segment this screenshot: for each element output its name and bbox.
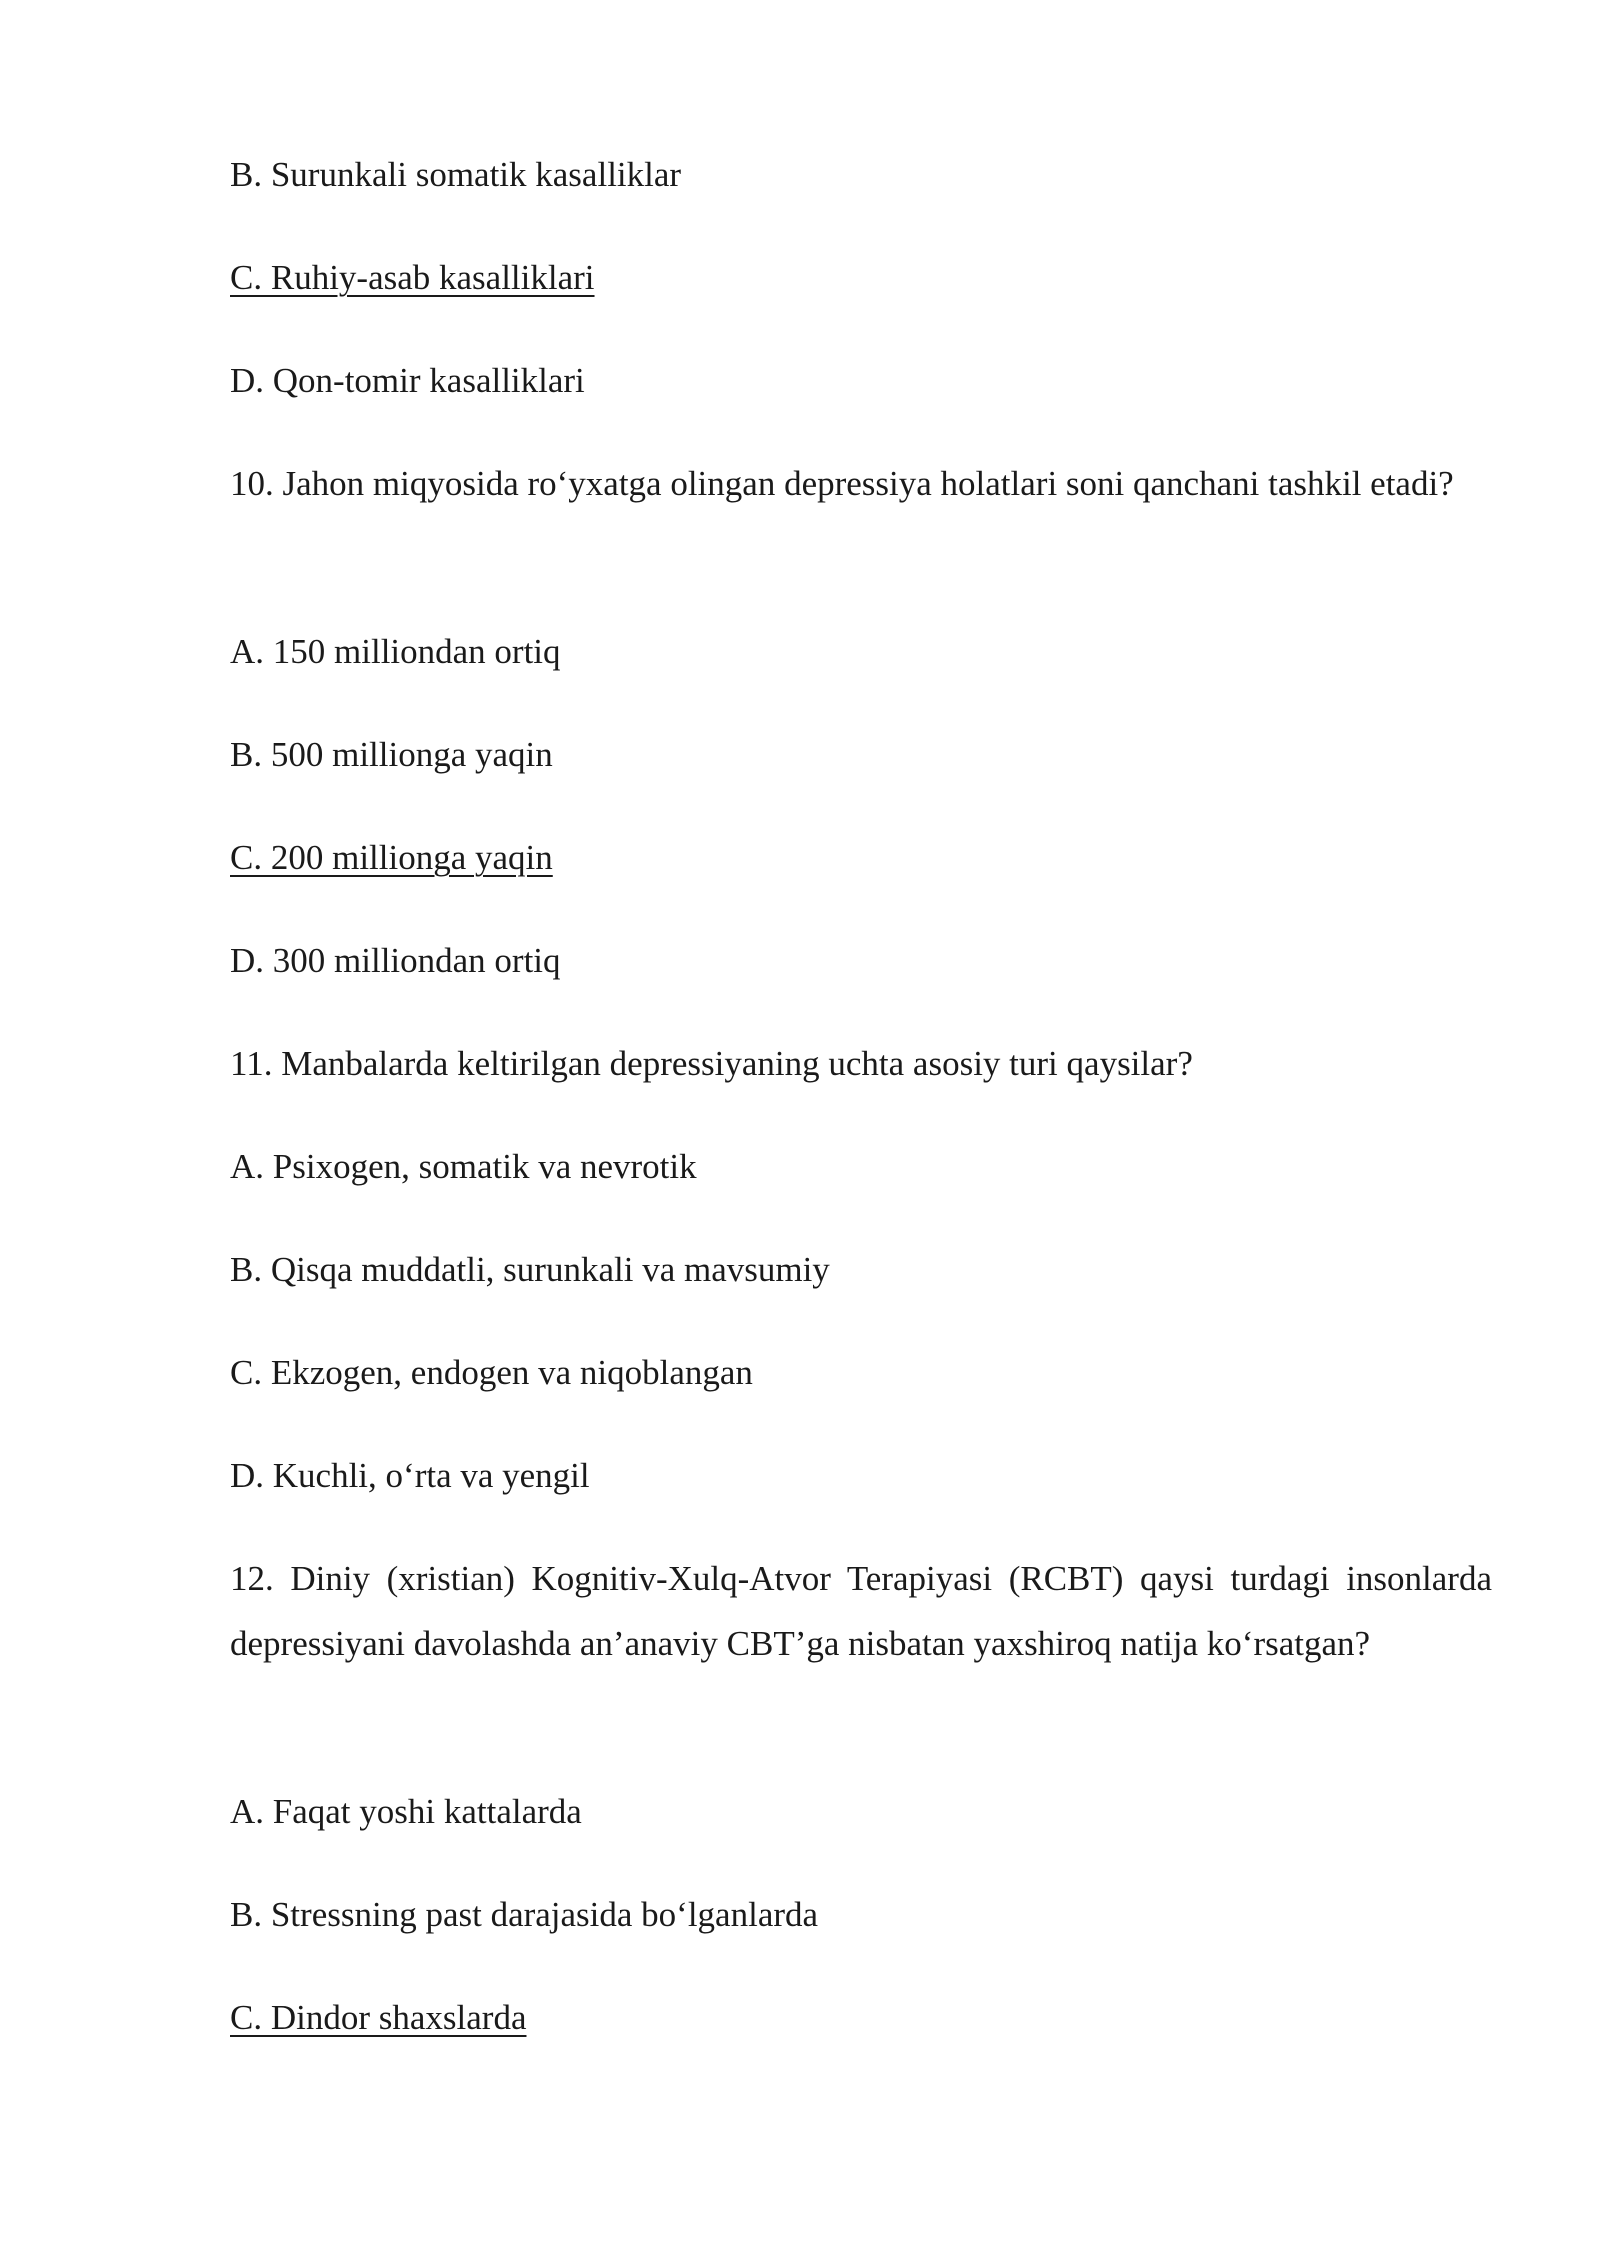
q12-option-b: B. Stressning past darajasida bo‘lganlarda bbox=[230, 1895, 819, 1934]
q11-option-c: C. Ekzogen, endogen va niqoblangan bbox=[230, 1353, 753, 1392]
q10-option-c-answer bbox=[230, 825, 1492, 890]
q12-option-c-answer bbox=[230, 1985, 1492, 2050]
answer-underline: C. Ruhiy-asab kasalliklari bbox=[230, 258, 595, 297]
q12-question: 12. Diniy (xristian) Kognitiv-Xulq-Atvor Terapiyasi (RCBT) qaysi turdagi insonlarda depressiyani davolashda an’anaviy CBT’ga nisbatan yaxshiroq natija ko‘rsatgan? bbox=[230, 1559, 1492, 1663]
answer-underline: C. Dindor shaxslarda bbox=[230, 1998, 527, 2037]
q10-question: 10. Jahon miqyosida ro‘yxatga olingan depressiya holatlari soni qanchani tashkil etadi? bbox=[230, 464, 1454, 503]
q11-question: 11. Manbalarda keltirilgan depressiyaning uchta asosiy turi qaysilar? bbox=[230, 1044, 1193, 1083]
q9-option-d: D. Qon-tomir kasalliklari bbox=[230, 361, 585, 400]
q11-option-d: D. Kuchli, o‘rta va yengil bbox=[230, 1456, 590, 1495]
q10-option-a: A. 150 milliondan ortiq bbox=[230, 632, 561, 671]
q9-option-b: B. Surunkali somatik kasalliklar bbox=[230, 155, 682, 194]
answer-underline: C. 200 millionga yaqin bbox=[230, 838, 553, 877]
q10-option-d: D. 300 milliondan ortiq bbox=[230, 941, 561, 980]
q10-option-b: B. 500 millionga yaqin bbox=[230, 735, 553, 774]
q9-option-c-answer bbox=[230, 245, 1492, 310]
q11-option-b: B. Qisqa muddatli, surunkali va mavsumiy bbox=[230, 1250, 830, 1289]
q12-option-a: A. Faqat yoshi kattalarda bbox=[230, 1792, 582, 1831]
q11-option-a: A. Psixogen, somatik va nevrotik bbox=[230, 1147, 697, 1186]
